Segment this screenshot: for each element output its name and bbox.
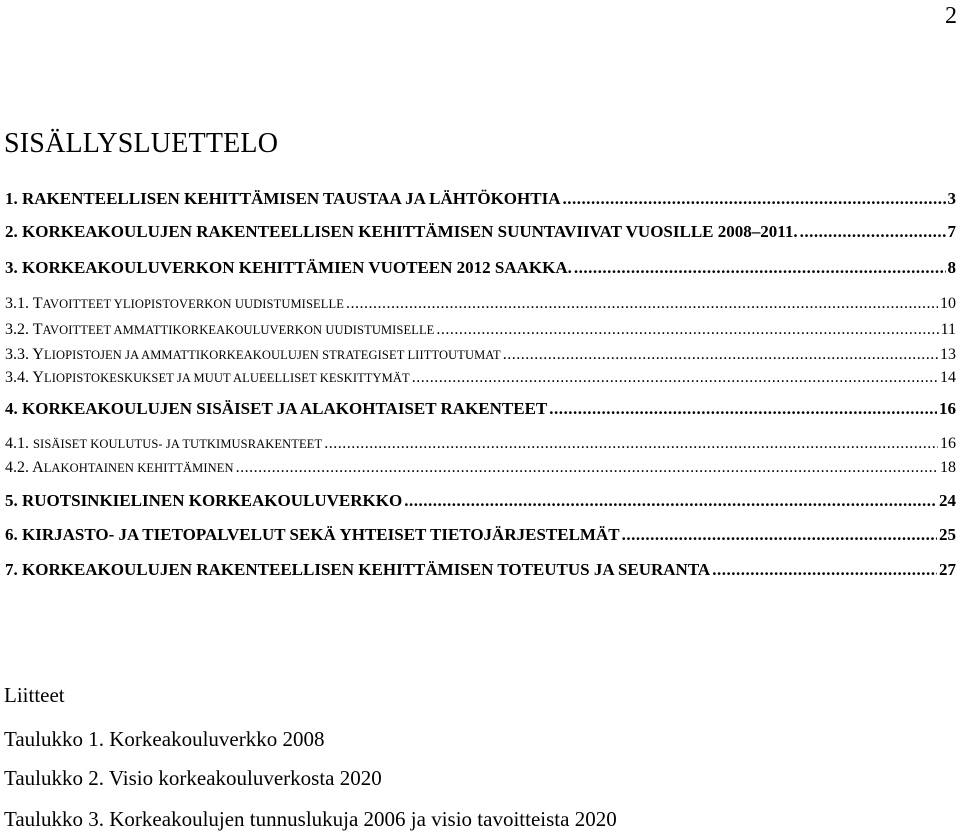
toc-entry-number: 2. [5,222,18,241]
toc-entry-page: 8 [947,258,956,277]
toc-dot-leader [412,367,938,389]
page-number: 2 [945,3,957,29]
toc-entry-label: LIOPISTOKESKUKSET JA MUUT ALUEELLISET KESKITTYMÄT [43,371,410,385]
toc-entry-title [5,293,344,315]
toc-entry-label: AVOITTEET AMMATTIKORKEAKOULUVERKON UUDISTUMISELLE [42,323,435,337]
toc-entry-number: 3. [5,258,18,277]
toc-entry[interactable] [5,257,956,279]
toc-entry-page: 7 [947,222,956,241]
toc-entry-number: 3.2. [5,321,29,338]
toc-entry-title [5,490,402,512]
toc-entry-number: 3.3. [5,346,29,363]
toc-entry[interactable] [5,490,956,512]
toc-entry-label: KIRJASTO- JA TIETOPALVELUT SEKÄ YHTEISET TIETOJÄRJESTELMÄT [22,525,620,544]
toc-entry-label: RUOTSINKIELINEN KORKEAKOULUVERKKO [22,491,403,510]
appendix-item: Taulukko 2. Visio korkeakouluverkosta 2020 [4,766,382,790]
toc-entry-page: 11 [940,321,956,338]
toc-entry-title [5,257,572,279]
toc-entry-initial: Y [32,369,44,386]
toc-entry-number: 1. [5,189,18,208]
toc-title: SISÄLLYSLUETTELO [4,128,279,159]
toc-entry-initial: T [32,321,43,338]
toc-entry[interactable] [5,433,956,455]
toc-entry-title [5,367,410,389]
toc-entry-label: KORKEAKOULUJEN RAKENTEELLISEN KEHITTÄMISEN TOTEUTUS JA SEURANTA [22,560,711,579]
toc-entry-page: 25 [939,525,956,544]
toc-entry[interactable] [5,319,956,341]
toc-dot-leader [346,293,938,315]
toc-entry-number: 5. [5,491,18,510]
toc-dot-leader [574,257,946,279]
toc-entry-page: 10 [940,295,956,312]
toc-dot-leader [436,319,938,341]
toc-entry-title [5,433,322,455]
toc-entry-title [5,344,501,366]
toc-dot-leader [622,524,937,546]
toc-entry-title [5,188,560,210]
toc-entry-title [5,319,434,341]
toc-entry-initial: T [32,295,43,312]
toc-entry-label: KORKEAKOULUJEN SISÄISET JA ALAKOHTAISET RAKENTEET [22,399,548,418]
toc-entry-page: 3 [947,189,956,208]
toc-entry[interactable] [5,293,956,315]
toc-entry[interactable] [5,398,956,420]
toc-entry-page: 16 [939,399,956,418]
toc-entry-label: RAKENTEELLISEN KEHITTÄMISEN TAUSTAA JA LÄHTÖKOHTIA [22,189,561,208]
toc-entry-page: 24 [939,491,956,510]
toc-entry-label: KORKEAKOULUJEN RAKENTEELLISEN KEHITTÄMISEN SUUNTAVIIVAT VUOSILLE 2008–2011. [22,222,798,241]
toc-entry[interactable] [5,524,956,546]
appendix-item: Taulukko 3. Korkeakoulujen tunnuslukuja 2006 ja visio tavoitteista 2020 [4,807,617,831]
toc-entry-initial: A [32,459,44,476]
toc-dot-leader [236,457,938,479]
toc-entry-title [5,221,798,243]
toc-entry-title [5,524,620,546]
toc-entry[interactable] [5,221,956,243]
toc-dot-leader [503,344,938,366]
toc-entry-page: 18 [940,459,956,476]
toc-entry-number: 3.4. [5,369,29,386]
toc-entry-title [5,559,710,581]
toc-entry-number: 3.1. [5,295,29,312]
toc-entry-label: LIOPISTOJEN JA AMMATTIKORKEAKOULUJEN STRATEGISET LIITTOUTUMAT [43,348,501,362]
toc-entry-page: 14 [940,369,956,386]
toc-entry[interactable] [5,188,956,210]
toc-dot-leader [800,221,946,243]
toc-entry-title [5,457,234,479]
appendix-item: Taulukko 1. Korkeakouluverkko 2008 [4,727,325,751]
toc-entry-number: 4.2. [5,459,29,476]
toc-entry[interactable] [5,559,956,581]
toc-entry-label: LAKOHTAINEN KEHITTÄMINEN [43,461,234,475]
toc-dot-leader [562,188,945,210]
toc-entry-page: 16 [940,435,956,452]
toc-entry-label: KORKEAKOULUVERKON KEHITTÄMIEN VUOTEEN 2012 SAAKKA. [22,258,572,277]
toc-entry-number: 4.1. [5,435,29,452]
toc-entry-number: 6. [5,525,18,544]
toc-entry-label: AVOITTEET YLIOPISTOVERKON UUDISTUMISELLE [42,297,344,311]
appendix-title: Liitteet [4,683,65,707]
toc-dot-leader [324,433,938,455]
toc-dot-leader [549,398,937,420]
toc-entry-number: 7. [5,560,18,579]
toc-dot-leader [712,559,937,581]
toc-entry-title [5,398,547,420]
toc-entry-page: 13 [940,346,956,363]
toc-entry[interactable] [5,367,956,389]
toc-entry[interactable] [5,344,956,366]
toc-dot-leader [404,490,937,512]
toc-entry[interactable] [5,457,956,479]
toc-entry-page: 27 [939,560,956,579]
toc-entry-initial: Y [32,346,44,363]
toc-entry-number: 4. [5,399,18,418]
toc-entry-label: SISÄISET KOULUTUS- JA TUTKIMUSRAKENTEET [33,437,323,451]
